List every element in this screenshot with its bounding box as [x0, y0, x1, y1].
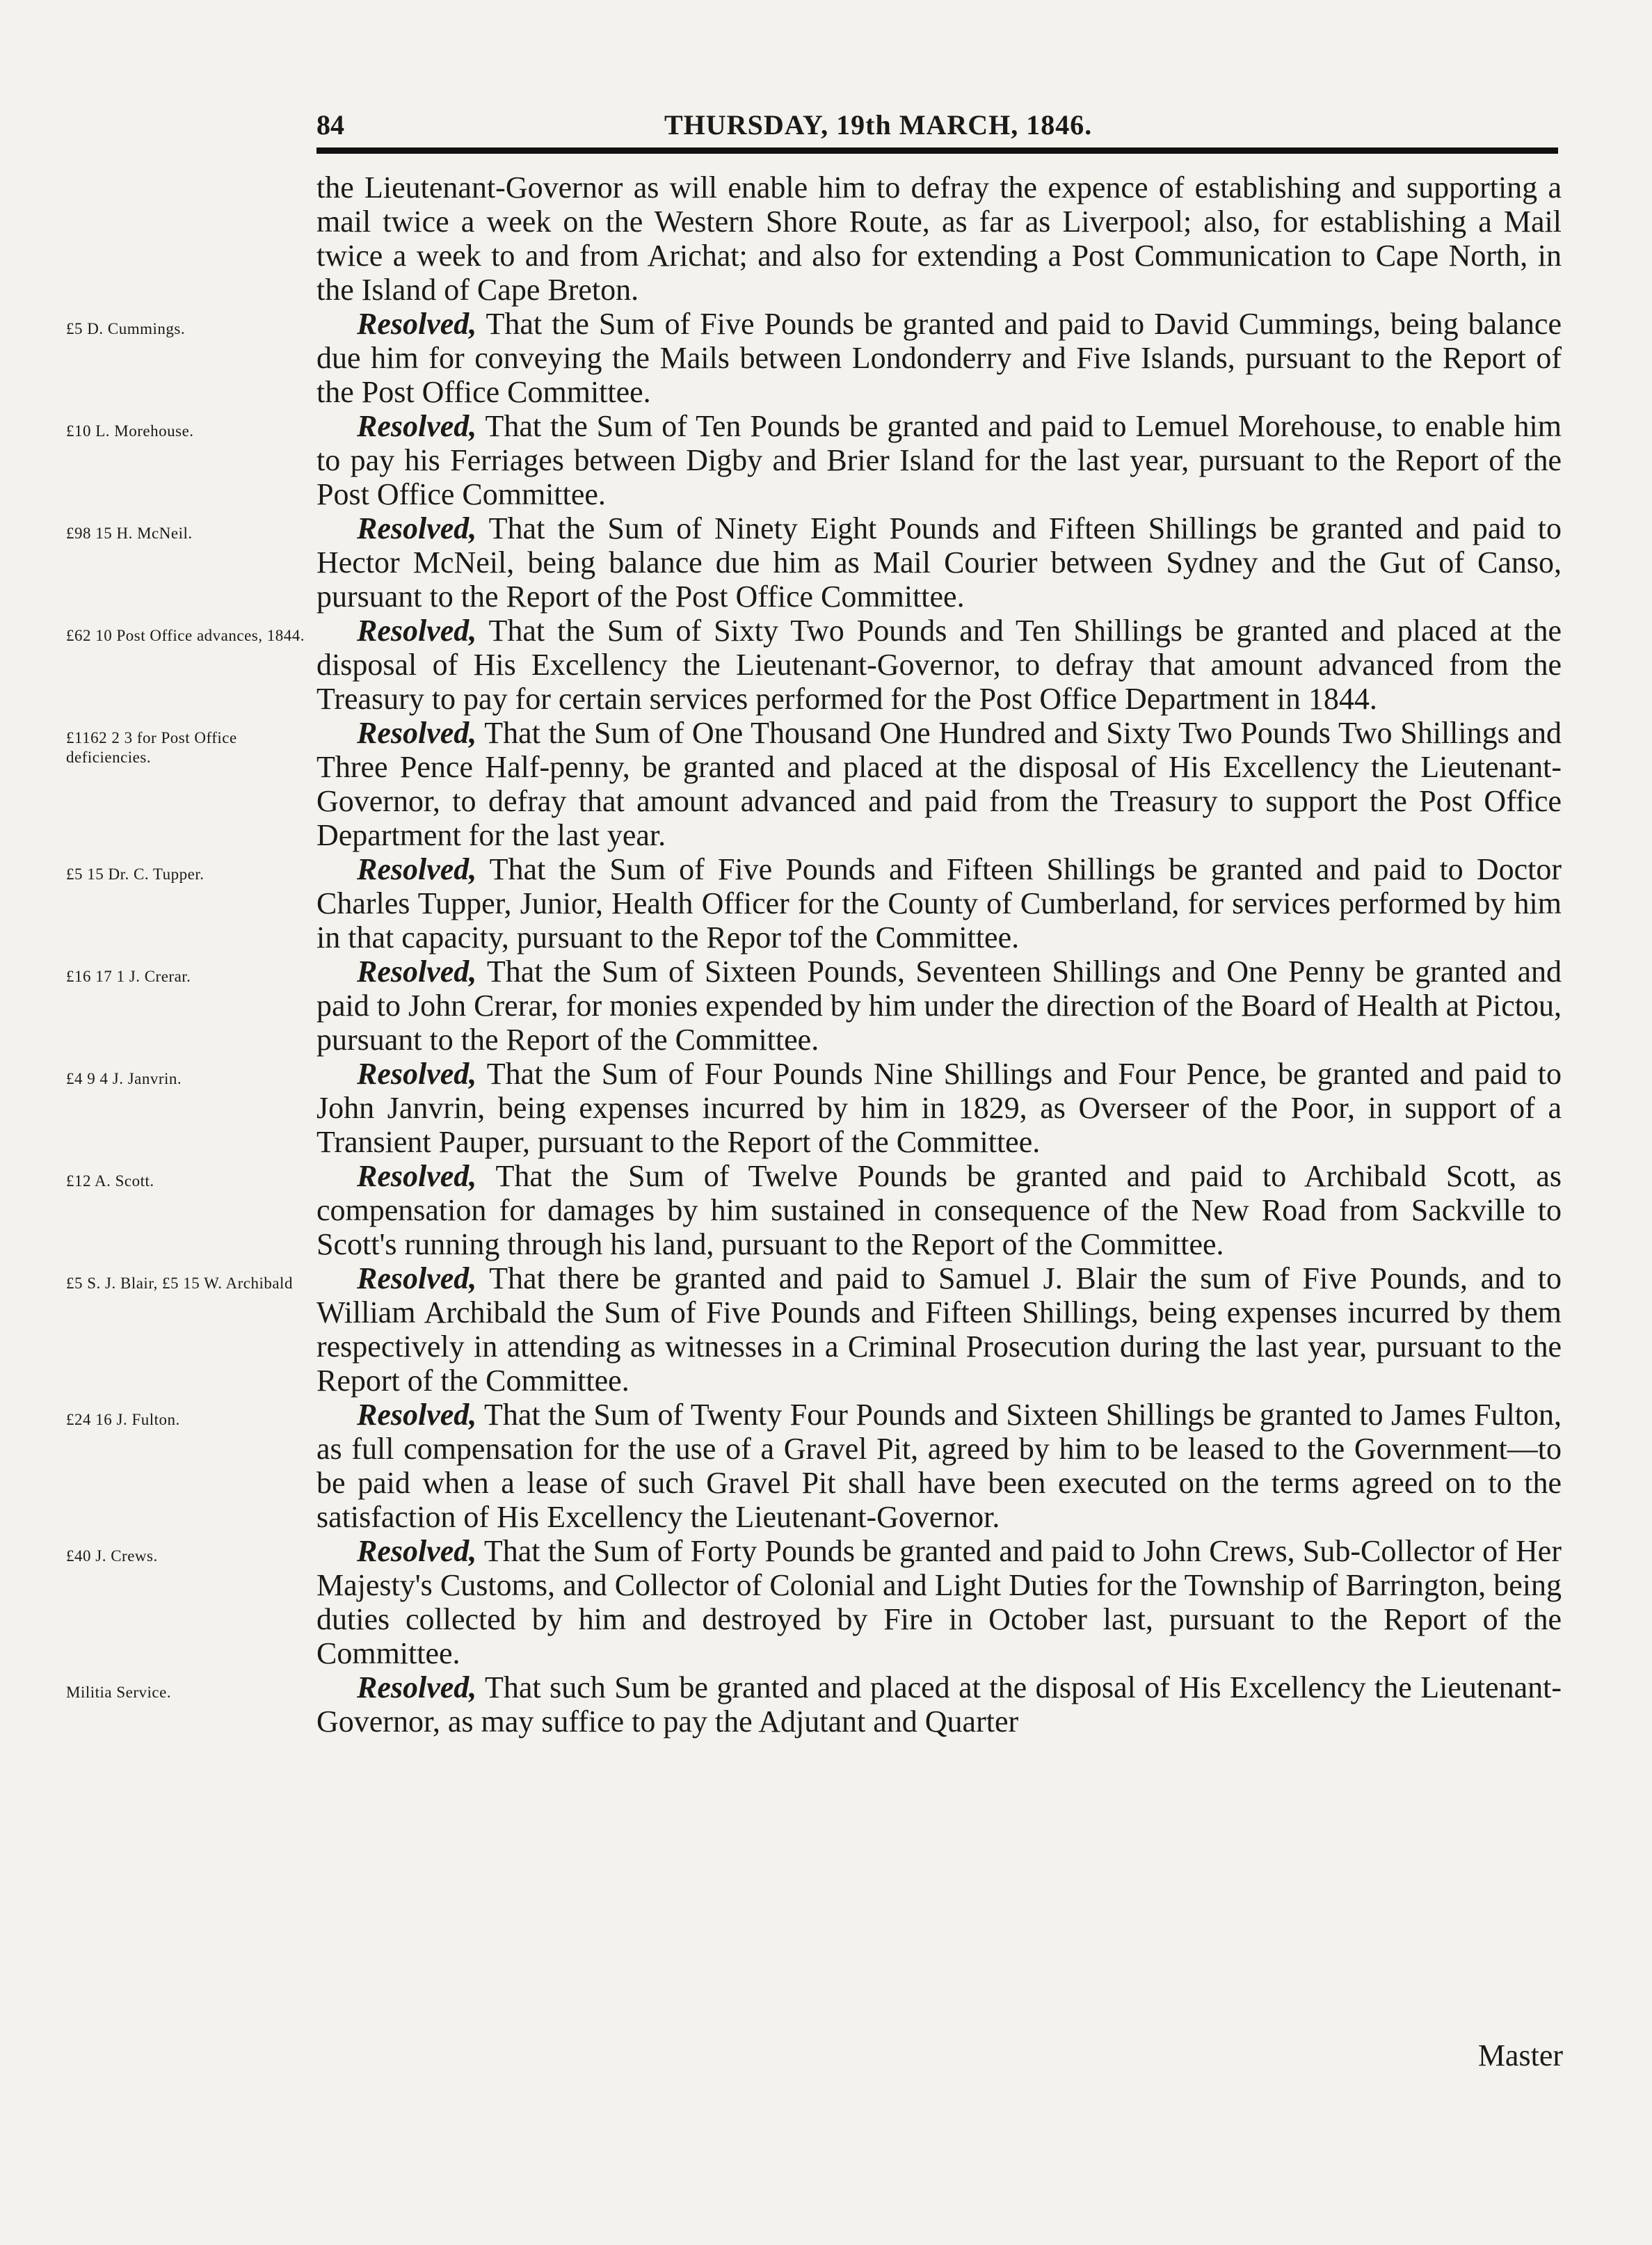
- resolution-entry: [66, 1398, 1562, 1534]
- resolved-keyword: Resolved,: [357, 511, 477, 545]
- margin-note: £5 S. J. Blair, £5 15 W. Archibald: [66, 1275, 293, 1292]
- header-rule: [316, 147, 1558, 154]
- resolution-text: [316, 954, 1562, 1057]
- margin-note: £4 9 4 J. Janvrin.: [66, 1070, 182, 1087]
- resolution-text: [316, 1534, 1562, 1670]
- resolved-keyword: Resolved,: [357, 954, 477, 989]
- resolution-text: [316, 1670, 1562, 1739]
- resolved-keyword: Resolved,: [357, 1534, 477, 1568]
- resolved-keyword: Resolved,: [357, 307, 477, 341]
- margin-note: [66, 170, 316, 307]
- margin-note: £98 15 H. McNeil.: [66, 525, 193, 542]
- resolution-body: That the Sum of Forty Pounds be granted and paid to John Crews, Sub-Collector of Her Majesty's Customs, and Collector of Colonial and Light Duties for the Township of Barrington, being duties collected by him and destroyed by Fire in October last, pursuant to the Report of the Committee.: [316, 1534, 1562, 1670]
- margin-note: £16 17 1 J. Crerar.: [66, 968, 191, 985]
- resolution-entry: [66, 1159, 1562, 1261]
- margin-note: £1162 2 3 for Post Office deficiencies.: [66, 729, 237, 766]
- resolution-text: [316, 511, 1562, 614]
- catchword: Master: [1477, 2038, 1563, 2072]
- resolution-entry: [66, 307, 1562, 409]
- margin-note: £62 10 Post Office advances, 1844.: [66, 627, 305, 644]
- margin-note: Militia Service.: [66, 1684, 172, 1701]
- resolution-body: That the Sum of Five Pounds and Fifteen Shillings be granted and paid to Doctor Charles Tupper, Junior, Health Officer for the County of Cumberland, for services performed by him in that capacity, pursuant to the Repor tof the Committee.: [316, 852, 1562, 954]
- resolution-text: [316, 1261, 1562, 1398]
- resolved-keyword: Resolved,: [357, 716, 477, 750]
- margin-note: £12 A. Scott.: [66, 1172, 154, 1190]
- resolution-entry: [66, 1057, 1562, 1159]
- resolution-body: That the Sum of Sixty Two Pounds and Ten Shillings be granted and placed at the disposal of His Excellency the Lieutenant-Governor, to defray that amount advanced from the Treasury to pay for certain services performed for the Post Office Department in 1844.: [316, 614, 1562, 716]
- resolution-body: That the Sum of Twelve Pounds be granted and paid to Archibald Scott, as compensation for damages by him sustained in consequence of the New Road from Sackville to Scott's running through his land, pursuant to the Report of the Committee.: [316, 1159, 1562, 1261]
- resolved-keyword: Resolved,: [357, 1398, 477, 1432]
- margin-note: £5 D. Cummings.: [66, 320, 186, 337]
- resolved-keyword: Resolved,: [357, 1670, 477, 1704]
- resolved-keyword: Resolved,: [357, 1057, 477, 1091]
- margin-note: £10 L. Morehouse.: [66, 422, 194, 440]
- page-number: 84: [316, 109, 344, 141]
- resolution-body: That the Sum of Four Pounds Nine Shillings and Four Pence, be granted and paid to John Janvrin, being expenses incurred by him in 1829, as Overseer of the Poor, in support of a Transient Pauper, pursuant to the Report of the Committee.: [316, 1057, 1562, 1159]
- margin-note: £24 16 J. Fulton.: [66, 1411, 180, 1428]
- resolution-text: [316, 852, 1562, 954]
- resolution-text: [316, 1057, 1562, 1159]
- page-header: [316, 104, 1562, 146]
- resolution-entry: [66, 409, 1562, 511]
- resolved-keyword: Resolved,: [357, 614, 477, 648]
- resolution-text: [316, 1159, 1562, 1261]
- resolved-keyword: Resolved,: [357, 409, 477, 443]
- resolution-entry: [66, 1534, 1562, 1670]
- resolution-entry: [66, 1261, 1562, 1398]
- resolution-body: That such Sum be granted and placed at the disposal of His Excellency the Lieutenant-Governor, as may suffice to pay the Adjutant and Quarter: [316, 1670, 1562, 1739]
- resolutions-body: [66, 170, 1562, 1739]
- resolution-text: [316, 409, 1562, 511]
- resolution-text: [316, 716, 1562, 852]
- resolution-body: That the Sum of Twenty Four Pounds and Sixteen Shillings be granted to James Fulton, as full compensation for the use of a Gravel Pit, agreed by him to be leased to the Government—to be paid when a lease of such Gravel Pit shall have been executed on the terms agreed on to the satisfaction of His Excellency the Lieutenant-Governor.: [316, 1398, 1562, 1534]
- resolution-entry: [66, 716, 1562, 852]
- resolution-entry: [66, 852, 1562, 954]
- resolved-keyword: Resolved,: [357, 1159, 477, 1193]
- resolution-text: [316, 307, 1562, 409]
- resolution-entry: [66, 614, 1562, 716]
- resolution-entry: [66, 1670, 1562, 1739]
- resolution-body: That the Sum of Sixteen Pounds, Seventeen Shillings and One Penny be granted and paid to John Crerar, for monies expended by him under the direction of the Board of Health at Pictou, pursuant to the Report of the Committee.: [316, 954, 1562, 1057]
- resolution-text: [316, 1398, 1562, 1534]
- resolution-body: That the Sum of One Thousand One Hundred and Sixty Two Pounds Two Shillings and Three Pence Half-penny, be granted and placed at the disposal of His Excellency the Lieutenant-Governor, to defray that amount advanced and paid from the Treasury to support the Post Office Department for the last year.: [316, 716, 1562, 852]
- resolution-body: That the Sum of Five Pounds be granted and paid to David Cummings, being balance due him for conveying the Mails between Londonderry and Five Islands, pursuant to the Report of the Post Office Committee.: [316, 307, 1562, 409]
- resolved-keyword: Resolved,: [357, 852, 477, 886]
- resolution-body: That the Sum of Ten Pounds be granted and paid to Lemuel Morehouse, to enable him to pay his Ferriages between Digby and Brier Island for the last year, pursuant to the Report of the Post Office Committee.: [316, 409, 1562, 511]
- resolution-entry: [66, 170, 1562, 307]
- resolved-keyword: Resolved,: [357, 1261, 477, 1295]
- resolution-text: [316, 614, 1562, 716]
- resolution-entry: [66, 954, 1562, 1057]
- resolution-body: That there be granted and paid to Samuel J. Blair the sum of Five Pounds, and to William Archibald the Sum of Five Pounds and Fifteen Shillings, being expenses incurred by them respectively in attending as witnesses in a Criminal Prosecution during the last year, pursuant to the Report of the Committee.: [316, 1261, 1562, 1398]
- resolution-body: the Lieutenant-Governor as will enable him to defray the expence of establishing and supporting a mail twice a week on the Western Shore Route, as far as Liverpool; also, for establishing a Mail twice a week to and from Arichat; and also for extending a Post Communication to Cape North, in the Island of Cape Breton.: [316, 170, 1562, 307]
- margin-note: £5 15 Dr. C. Tupper.: [66, 865, 205, 883]
- resolution-text: [316, 170, 1562, 307]
- header-date: THURSDAY, 19th MARCH, 1846.: [664, 109, 1093, 141]
- resolution-body: That the Sum of Ninety Eight Pounds and Fifteen Shillings be granted and paid to Hector McNeil, being balance due him as Mail Courier between Sydney and the Gut of Canso, pursuant to the Report of the Post Office Committee.: [316, 511, 1562, 614]
- margin-note: £40 J. Crews.: [66, 1547, 158, 1565]
- resolution-entry: [66, 511, 1562, 614]
